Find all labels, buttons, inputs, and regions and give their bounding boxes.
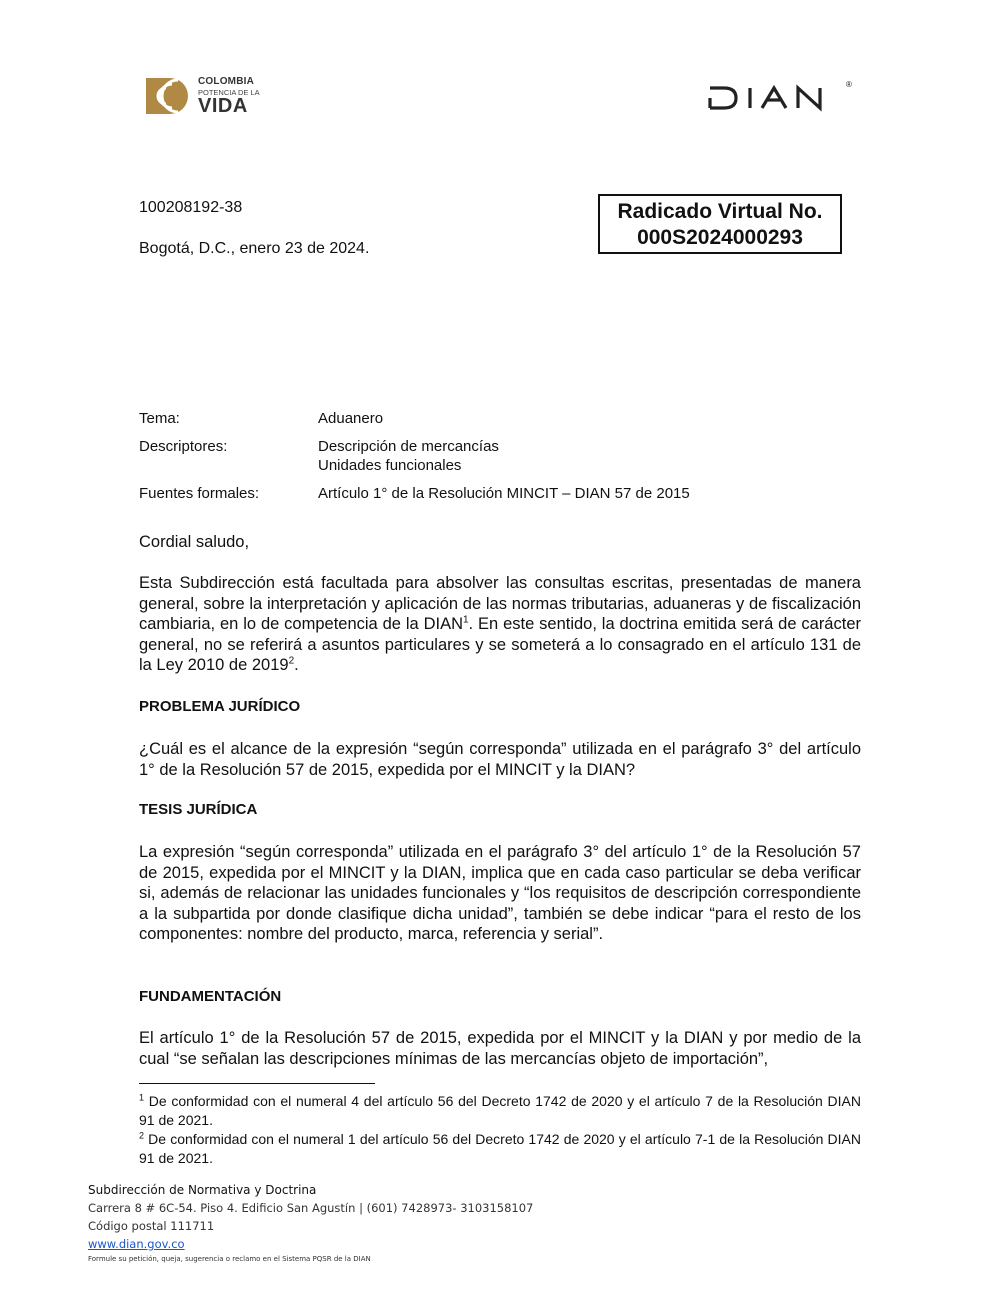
problema-paragraph: ¿Cuál es el alcance de la expresión “según corresponda” utilizada en el parágrafo 3° del artículo 1° de la Resolución 57 de 2015, expedida por el MINCIT y la DIAN?	[139, 740, 861, 779]
logo-text-colombia: COLOMBIA	[198, 76, 255, 87]
fuentes-value: Artículo 1° de la Resolución MINCIT – DIAN 57 de 2015	[318, 485, 690, 502]
descriptores-value-2: Unidades funcionales	[318, 457, 462, 474]
footnote-1-number: 1	[139, 1092, 145, 1103]
fundamentacion-paragraph: El artículo 1° de la Resolución 57 de 2015, expedida por el MINCIT y la DIAN y por medio de la cual “se señalan las descripciones mínimas de las mercancías objeto de importación”,	[139, 1029, 861, 1068]
tesis-heading: TESIS JURÍDICA	[139, 801, 258, 818]
footnote-2-text: De conformidad con el numeral 1 del artículo 56 del Decreto 1742 de 2020 y el artículo 7-1 de la Resolución DIAN 91 de 2021.	[139, 1131, 861, 1166]
footer-postal-code: Código postal 111711	[88, 1219, 215, 1233]
footnote-2	[139, 1130, 861, 1168]
logo-text-vida: VIDA	[198, 95, 248, 117]
colombia-logo-mark	[146, 74, 194, 118]
footnote-separator	[139, 1083, 375, 1084]
footnote-ref-2[interactable]: 2	[288, 655, 295, 667]
tema-value: Aduanero	[318, 410, 384, 427]
greeting: Cordial saludo,	[139, 533, 250, 551]
footer-website-link[interactable]: www.dian.gov.co	[88, 1237, 185, 1251]
intro-paragraph	[139, 573, 861, 676]
fuentes-label: Fuentes formales:	[139, 485, 260, 502]
footer-address: Carrera 8 # 6C-54. Piso 4. Edificio San Agustín | (601) 7428973- 3103158107	[88, 1201, 534, 1215]
footnote-1-text: De conformidad con el numeral 4 del artículo 56 del Decreto 1742 de 2020 y el artículo 7 de la Resolución DIAN 91 de 2021.	[139, 1093, 861, 1128]
descriptores-label: Descriptores:	[139, 438, 228, 455]
footer-department: Subdirección de Normativa y Doctrina	[88, 1183, 317, 1197]
fundamentacion-heading: FUNDAMENTACIÓN	[139, 988, 282, 1005]
radicado-box	[598, 194, 842, 254]
intro-text-2: . En este sentido, la doctrina emitida será de carácter general, no se referirá a asuntos particulares y se someterá a lo consagrado en el artículo 131 de la Ley 2010 de 2019	[139, 615, 861, 674]
footnote-ref-1[interactable]: 1	[462, 614, 469, 626]
tesis-paragraph: La expresión “según corresponda” utilizada en el parágrafo 3° del artículo 1° de la Resolución 57 de 2015, expedida por el MINCIT y la DIAN, implica que en cada caso particular se deba verificar si, además de relacionar las unidades funcionales y “los requisitos de descripción correspondiente a la subpartida por donde clasifique dicha unidad”, también se debe indicar “para el resto de los componentes: nombre del producto, marca, referencia y serial”.	[139, 843, 861, 943]
footer-pqsr-note: Formule su petición, queja, sugerencia o reclamo en el Sistema PQSR de la DIAN	[88, 1255, 371, 1263]
radicado-number: 000S2024000293	[637, 226, 803, 249]
dian-logo-mark	[708, 82, 854, 112]
intro-text-3: .	[294, 656, 299, 674]
footnote-1	[139, 1092, 861, 1130]
registered-mark: ®	[846, 80, 852, 89]
problema-heading: PROBLEMA JURÍDICO	[139, 698, 301, 715]
document-number: 100208192-38	[139, 199, 243, 216]
colombia-potencia-de-la-vida-logo	[146, 74, 266, 120]
intro-text-1: Esta Subdirección está facultada para absolver las consultas escritas, presentadas de manera general, sobre la interpretación y aplicación de las normas tributarias, aduaneras y de fiscalización cambiaria, en lo de competencia de la DIAN	[139, 574, 861, 633]
document-date: Bogotá, D.C., enero 23 de 2024.	[139, 240, 370, 257]
footnote-2-number: 2	[139, 1130, 145, 1141]
tema-label: Tema:	[139, 410, 180, 427]
dian-logo	[708, 82, 854, 112]
descriptores-value-1: Descripción de mercancías	[318, 438, 499, 455]
radicado-label: Radicado Virtual No.	[617, 200, 823, 223]
logo-text-potencia: POTENCIA DE LA	[198, 88, 260, 97]
